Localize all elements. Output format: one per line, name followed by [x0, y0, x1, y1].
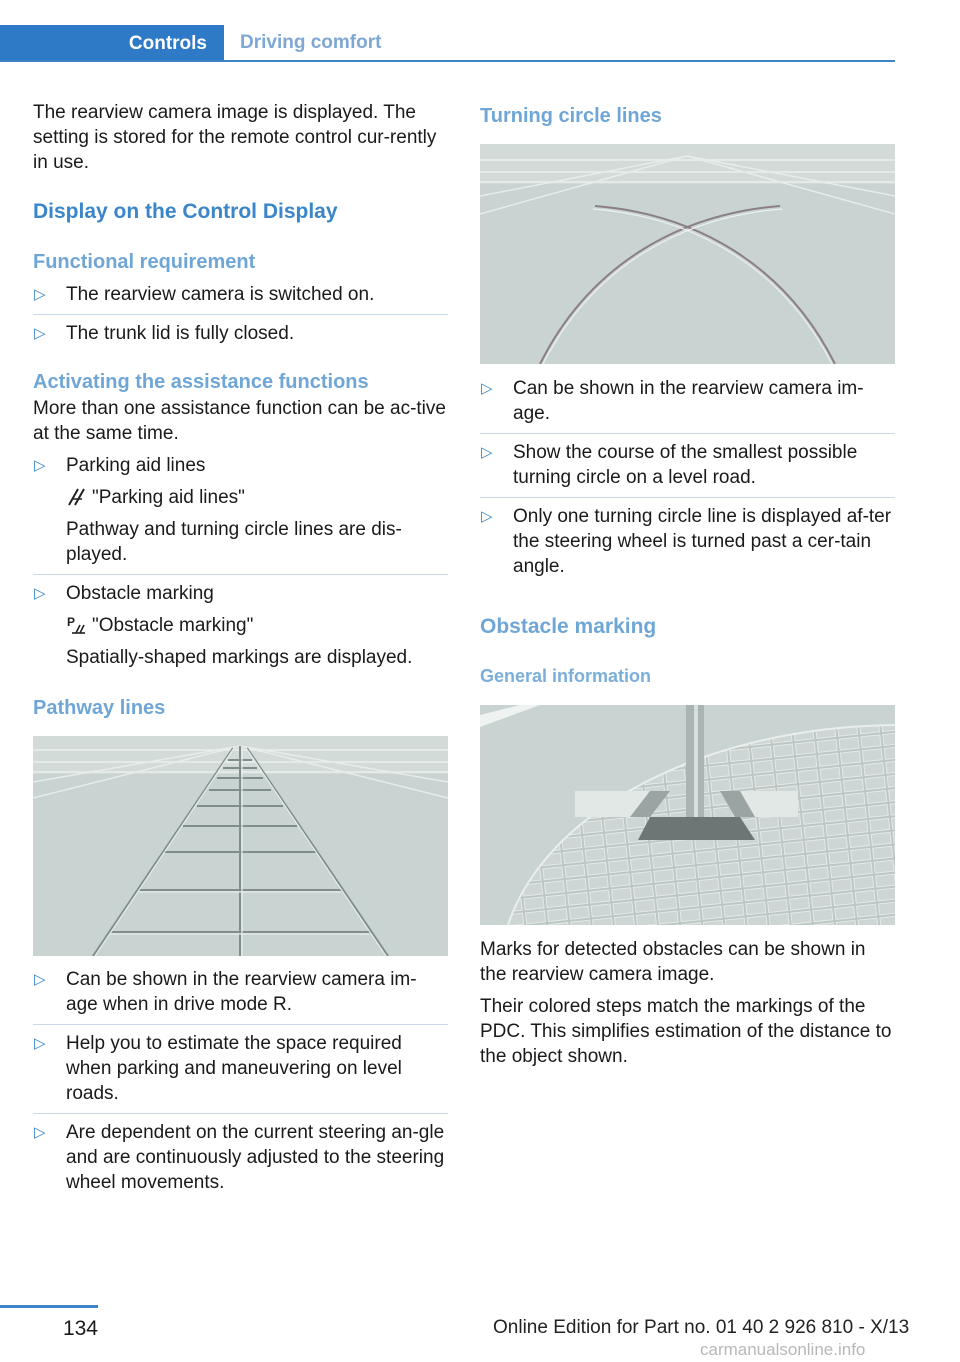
list-item: ▷ Are dependent on the current steering an-gle and are continuously adjusted to the steering wheel movements.: [33, 1113, 448, 1195]
page-number: 134: [62, 1317, 98, 1340]
right-column: [480, 100, 895, 1069]
list-item: ▷ Only one turning circle line is displayed af-ter the steering wheel is turned past a cer-tain angle.: [480, 497, 895, 579]
header-rule: [0, 60, 895, 62]
page-header: [0, 25, 895, 62]
turning-list: [480, 376, 895, 579]
list-item: ▷ Parking aid lines "Parking aid lines" Pathway and turning circle lines are dis-played.: [34, 455, 402, 565]
requirement-list: [33, 282, 448, 346]
heading-turning-circle-lines: Turning circle lines: [480, 105, 662, 127]
tab-controls: Controls: [0, 25, 224, 62]
triangle-bullet-icon: ▷: [34, 1124, 46, 1141]
triangle-bullet-icon: ▷: [34, 457, 46, 474]
triangle-bullet-icon: ▷: [34, 1035, 46, 1052]
triangle-bullet-icon: ▷: [34, 971, 46, 988]
activating-paragraph: More than one assistance function can be ac-tive at the same time.: [33, 398, 446, 444]
triangle-bullet-icon: ▷: [481, 444, 493, 461]
heading-pathway-lines: Pathway lines: [33, 697, 166, 719]
heading-functional-requirement: Functional requirement: [33, 251, 256, 273]
list-item: ▷ Can be shown in the rearview camera im-age when in drive mode R.: [34, 969, 417, 1015]
pathway-list: [33, 967, 448, 1195]
turning-circle-figure: [480, 144, 895, 364]
assist-list: [33, 453, 448, 670]
pathway-lines-figure: [33, 736, 448, 956]
left-column: [33, 100, 448, 1195]
heading-obstacle-marking: Obstacle marking: [480, 615, 657, 638]
footer-rule: [0, 1305, 98, 1308]
list-item: ▷ The rearview camera is switched on.: [34, 284, 375, 305]
list-item: ▷ Can be shown in the rearview camera im-age.: [481, 378, 864, 424]
list-item: ▷ Show the course of the smallest possible turning circle on a level road.: [480, 433, 895, 497]
tab-driving-comfort: Driving comfort: [240, 31, 382, 53]
intro-paragraph: The rearview camera image is displayed. The setting is stored for the remote control cur-rently in use.: [33, 102, 437, 173]
svg-text:P: P: [67, 615, 76, 629]
list-item: ▷ Help you to estimate the space required when parking and maneuvering on level roads.: [33, 1024, 448, 1113]
triangle-bullet-icon: ▷: [481, 508, 493, 525]
triangle-bullet-icon: ▷: [34, 585, 46, 602]
list-item: ▷ The trunk lid is fully closed.: [33, 314, 448, 346]
edition-text: Online Edition for Part no. 01 40 2 926 810 - X/13: [493, 1317, 910, 1338]
list-item: ▷ Obstacle marking P "Obstacle marking" Spatially-shaped markings are displayed.: [33, 574, 448, 670]
watermark: carmanualsonline.info: [700, 1340, 866, 1359]
obstacle-paragraph-2: Their colored steps match the markings of the PDC. This simplifies estimation of the distance to the object shown.: [480, 996, 892, 1067]
heading-activating: Activating the assistance functions: [33, 371, 369, 393]
heading-general-information: General information: [480, 666, 652, 686]
heading-display: Display on the Control Display: [33, 200, 338, 223]
triangle-bullet-icon: ▷: [34, 286, 46, 303]
triangle-bullet-icon: ▷: [481, 380, 493, 397]
obstacle-paragraph-1: Marks for detected obstacles can be shown in the rearview camera image.: [480, 939, 866, 985]
parking-lines-icon: [66, 486, 88, 506]
triangle-bullet-icon: ▷: [34, 325, 46, 342]
obstacle-marking-figure: [480, 705, 895, 925]
obstacle-marking-icon: [66, 614, 88, 634]
